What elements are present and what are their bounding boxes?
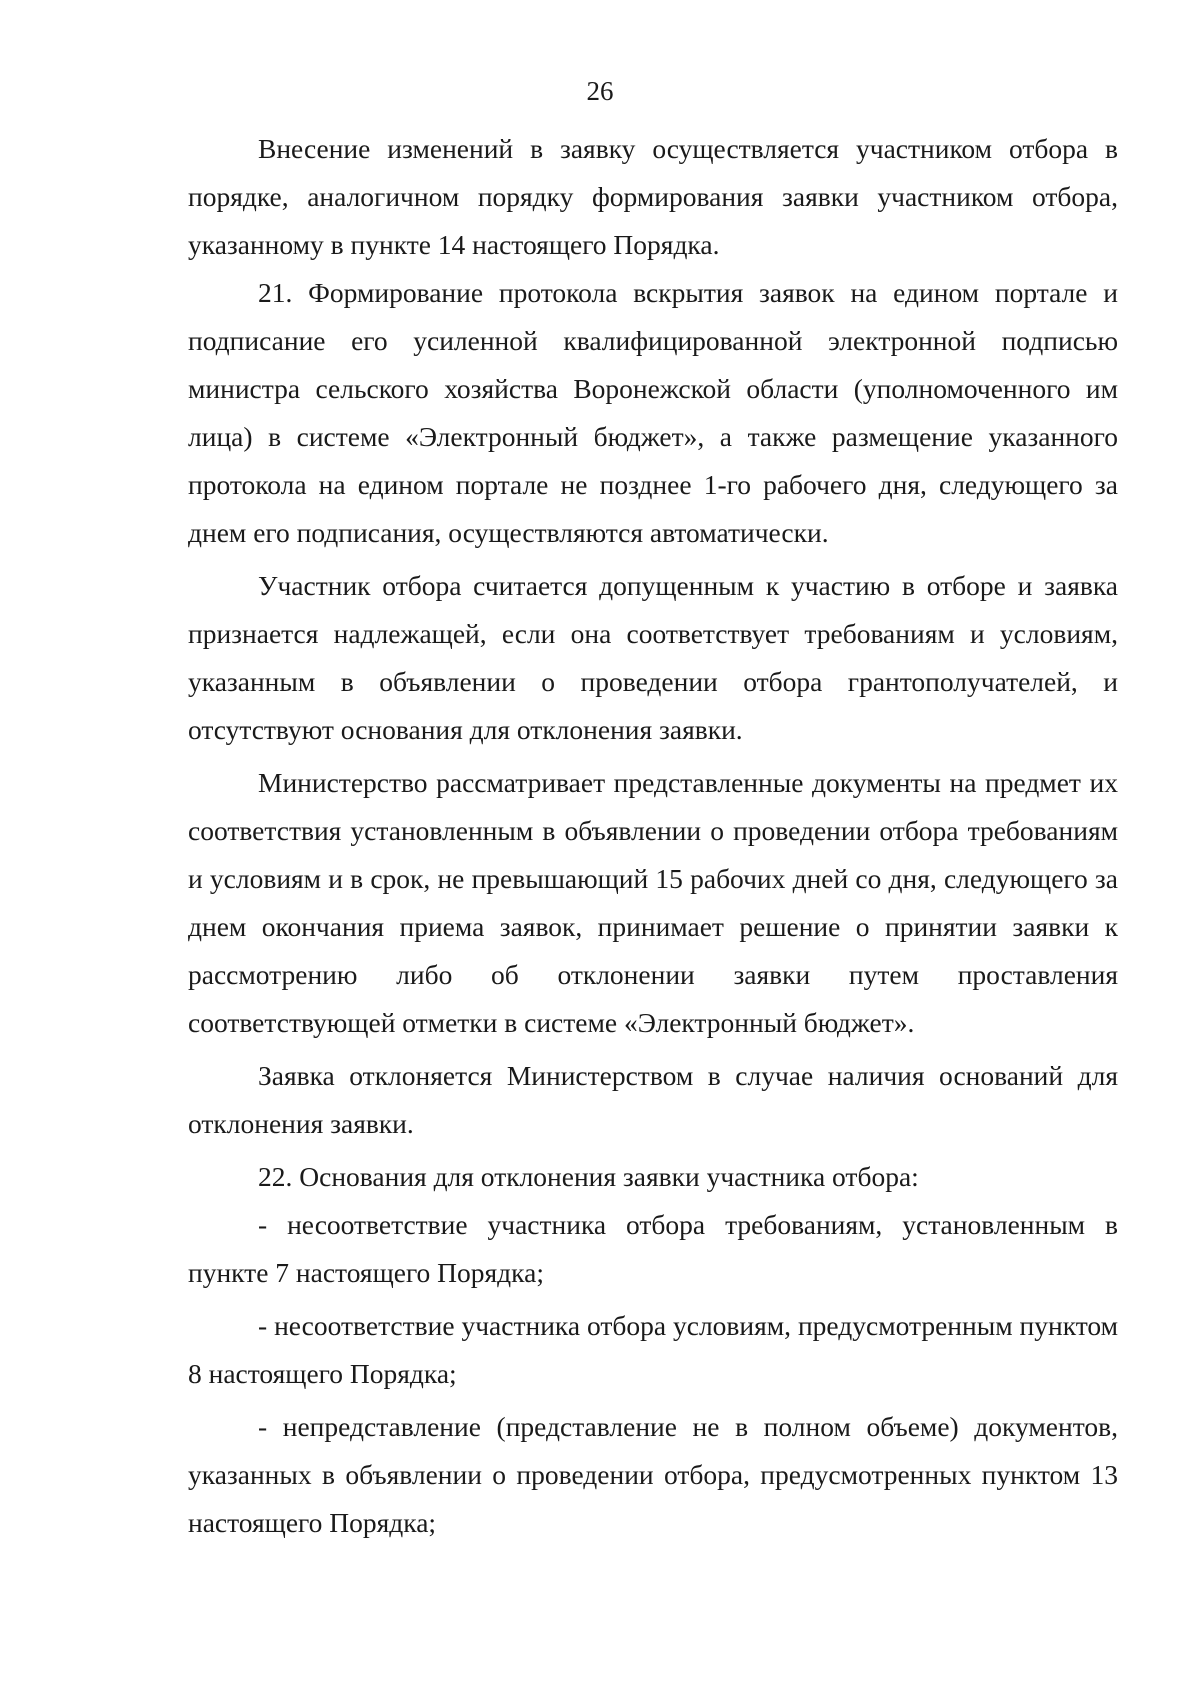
list-item-ground-conditions: - несоответствие участника отбора условиям, предусмотренным пунктом 8 настоящего Порядка;	[188, 1310, 1118, 1389]
list-item-ground-requirements: - несоответствие участника отбора требованиям, установленным в пункте 7 настоящего Порядка;	[188, 1209, 1118, 1288]
paragraph-amendments: Внесение изменений в заявку осуществляется участником отбора в порядке, аналогичном порядку формирования заявки участником отбора, указанному в пункте 14 настоящего Порядка.	[188, 133, 1118, 260]
list-item-ground-documents: - непредставление (представление не в полном объеме) документов, указанных в объявлении о проведении отбора, предусмотренных пунктом 13 настоящего Порядка;	[188, 1411, 1118, 1538]
paragraph-rejection: Заявка отклоняется Министерством в случае наличия оснований для отклонения заявки.	[188, 1060, 1118, 1139]
paragraph-21-protocol: 21. Формирование протокола вскрытия заявок на едином портале и подписание его усиленной квалифицированной электронной подписью министра сельского хозяйства Воронежской области (уполномоченного им лица) в системе «Электронный бюджет», а также размещение указанного протокола на едином портале не позднее 1-го рабочего дня, следующего за днем его подписания, осуществляются автоматически.	[188, 277, 1118, 548]
paragraph-22-grounds: 22. Основания для отклонения заявки участника отбора:	[258, 1161, 919, 1192]
document-body	[188, 125, 1118, 1547]
paragraph-ministry-review: Министерство рассматривает представленные документы на предмет их соответствия установленным в объявлении о проведении отбора требованиям и условиям и в срок, не превышающий 15 рабочих дней со дня, следующего за днем окончания приема заявок, принимает решение о принятии заявки к рассмотрению либо об отклонении заявки путем проставления соответствующей отметки в системе «Электронный бюджет».	[188, 767, 1118, 1038]
page-number: 26	[586, 76, 614, 106]
paragraph-admission: Участник отбора считается допущенным к участию в отборе и заявка признается надлежащей, если она соответствует требованиям и условиям, указанным в объявлении о проведении отбора грантополучателей, и отсутствуют основания для отклонения заявки.	[188, 570, 1118, 745]
